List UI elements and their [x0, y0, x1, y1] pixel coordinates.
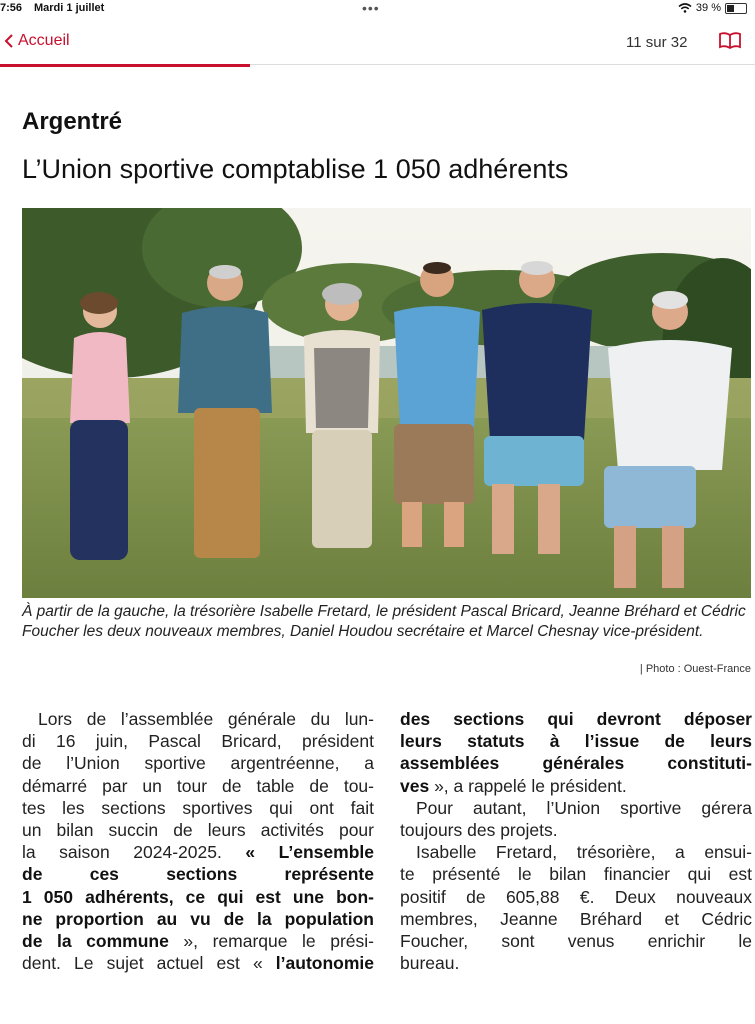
text-line: bureau.: [400, 953, 460, 974]
text-line: [400, 730, 752, 752]
text-line: te présenté le bilan financier qui est: [400, 864, 752, 885]
text-line: [400, 708, 752, 730]
text-line: Pour autant, l’Union sportive gérera: [416, 797, 752, 818]
back-label: Accueil: [18, 32, 70, 49]
reading-progress-bar: [0, 64, 250, 67]
text-line: Foucher, sont venus enrichir le: [400, 930, 752, 951]
bold-quote: 1 050 adhérents, ce qui est une bon-: [22, 886, 374, 907]
status-right: [678, 2, 747, 14]
page-counter: 11 sur 32: [626, 34, 688, 51]
wifi-icon: [678, 3, 692, 13]
top-nav: [0, 20, 755, 65]
text-line: [22, 863, 374, 885]
bold-quote: ne proportion au vu de la population: [22, 908, 374, 929]
text-line: démarré par un tour de table de tou-: [22, 775, 374, 796]
back-button[interactable]: [4, 32, 70, 50]
bold-quote: leurs statuts à l’issue de leurs: [400, 731, 752, 752]
bold-quote: de ces sections représente: [22, 864, 374, 885]
text-line: toujours des projets.: [400, 819, 558, 840]
battery-percent: 39 %: [695, 2, 721, 14]
text-line: [22, 930, 374, 952]
bold-quote: de la commune: [22, 930, 169, 951]
text-line: Isabelle Fretard, trésorière, a ensui-: [416, 842, 752, 863]
text-line: Lors de l’assemblée générale du lun-: [38, 709, 374, 729]
text-line: de l’Union sportive argentréenne, a: [22, 753, 374, 774]
text-segment: », remarque le prési-: [168, 930, 374, 951]
text-segment: la saison 2024-2025.: [22, 842, 222, 863]
text-line: di 16 juin, Pascal Bricard, président: [22, 731, 374, 752]
book-icon[interactable]: [719, 32, 741, 50]
bold-quote: ves: [400, 775, 430, 796]
text-line: [22, 841, 374, 863]
photo-credit: | Photo : Ouest-France: [639, 663, 751, 675]
article-column-1: [22, 708, 374, 974]
status-time: 7:56: [0, 2, 23, 14]
article-photo[interactable]: [22, 208, 751, 598]
text-line: [22, 952, 374, 974]
article-column-2: [400, 708, 752, 974]
status-date: Mardi 1 juillet: [34, 2, 105, 14]
text-line: [400, 775, 752, 797]
status-bar: [0, 0, 755, 18]
chevron-left-icon: [4, 34, 14, 48]
text-line: positif de 605,88 €. Deux nouveaux: [400, 886, 752, 907]
text-line: [22, 886, 374, 908]
text-segment: dent. Le sujet actuel est «: [22, 953, 276, 974]
text-line: [400, 752, 752, 774]
multitask-dots-icon[interactable]: •••: [362, 0, 380, 16]
battery-icon: [725, 3, 747, 14]
photo-caption: À partir de la gauche, la trésorière Isabelle Fretard, le président Pascal Bricard, Jeanne Bréhard et Cédric Foucher les deux nouveaux membres, Daniel Houdou secrétaire et Marcel Chesnay vice-président.: [22, 603, 746, 640]
bold-quote: assemblées générales constituti-: [400, 753, 752, 774]
text-line: tes les sections sportives qui ont fait: [22, 797, 374, 818]
text-line: [22, 908, 374, 930]
bold-quote: des sections qui devront déposer: [400, 709, 752, 729]
article-headline: L’Union sportive comptablise 1 050 adhérents: [22, 154, 569, 184]
quote-start: « L’ensemble: [245, 842, 374, 863]
text-line: membres, Jeanne Bréhard et Cédric: [400, 908, 752, 929]
group-photo-image: [22, 208, 751, 598]
text-segment: », a rappelé le président.: [429, 775, 627, 796]
text-line: un bilan succin de leurs activités pour: [22, 819, 374, 840]
bold-quote: l’autonomie: [275, 953, 374, 974]
section-title: Argentré: [22, 108, 123, 135]
